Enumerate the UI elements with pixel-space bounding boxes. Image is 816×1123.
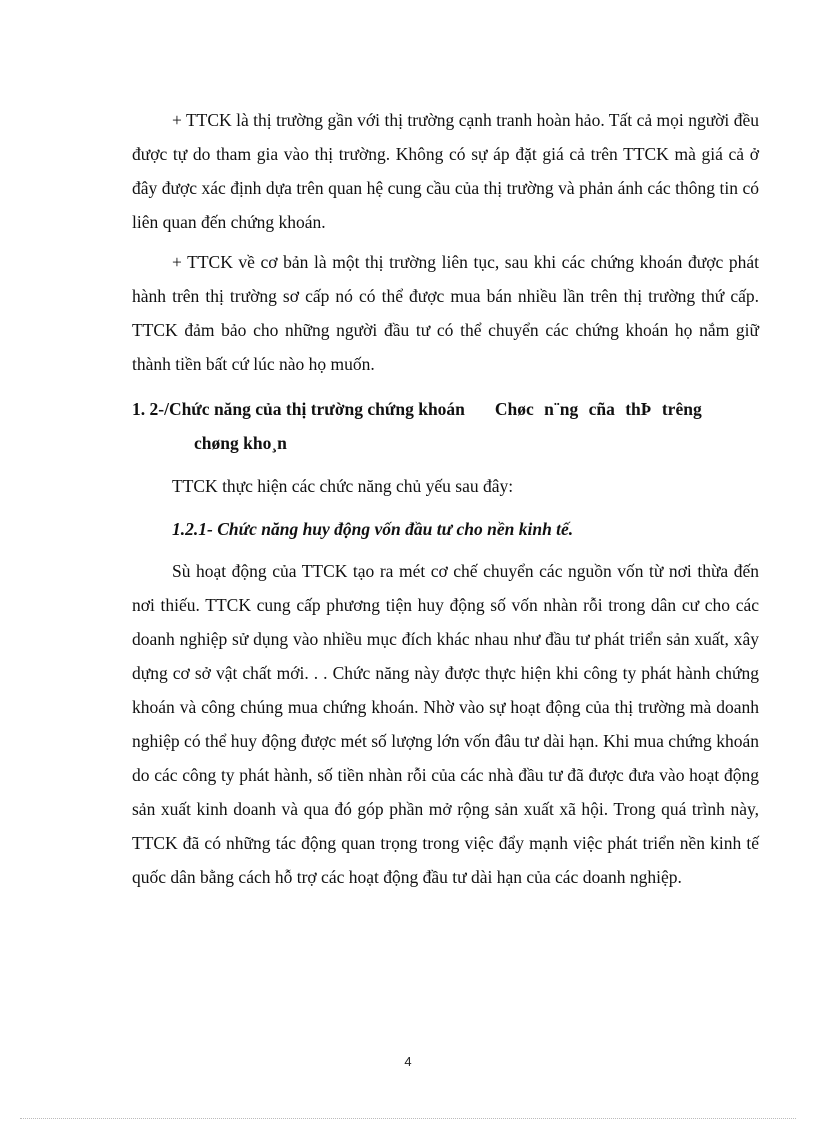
section-heading-title: 1. 2-/Chức năng của thị trường chứng khoán bbox=[132, 399, 465, 419]
paragraph-market-competition: + TTCK là thị trường gần với thị trường cạnh tranh hoàn hảo. Tất cả mọi người đều được tự do tham gia vào thị trường. Không có sự áp đặt giá cả trên TTCK mà giá cả ở đây được xác định dựa trên quan hệ cung cầu của thị trường và phản ánh các thông tin có liên quan đến chứng khoán. bbox=[132, 110, 759, 232]
page-bottom-divider bbox=[20, 1118, 796, 1119]
section-heading bbox=[132, 392, 759, 460]
paragraph-market-continuity: + TTCK về cơ bản là một thị trường liên tục, sau khi các chứng khoán được phát hành trên thị trường sơ cấp nó có thể được mua bán nhiều lần trên thị trường thứ cấp. TTCK đảm bảo cho những người đầu tư có thể chuyển các chứng khoán họ nắm giữ thành tiền bất cứ lúc nào họ muốn. bbox=[132, 252, 759, 374]
page-number: 4 bbox=[404, 1054, 412, 1069]
section-heading-garbled-part2: chøng kho¸n bbox=[194, 433, 287, 453]
subsection-heading: 1.2.1- Chức năng huy động vốn đầu tư cho nền kinh tế. bbox=[172, 519, 574, 539]
intro-line: TTCK thực hiện các chức năng chủ yếu sau đây: bbox=[172, 476, 514, 496]
section-heading-garbled-part1: Chøc n¨ng cña thÞ trêng bbox=[494, 399, 702, 419]
paragraph-capital-mobilization: Sù hoạt động của TTCK tạo ra mét cơ chế chuyển các nguồn vốn từ nơi thừa đến nơi thiếu. TTCK cung cấp phương tiện huy động số vốn nhàn rỗi trong dân cư cho các doanh nghiệp sử dụng vào nhiều mục đích khác nhau như đầu tư phát triển sản xuất, xây dựng cơ sở vật chất mới. . . Chức năng này được thực hiện khi công ty phát hành chứng khoán và công chúng mua chứng khoán. Nhờ vào sự hoạt động của thị trường mà doanh nghiệp có thể huy động được mét số lượng lớn vốn đâu tư dài hạn. Khi mua chứng khoán do các công ty phát hành, số tiền nhàn rỗi của các nhà đầu tư đã được đưa vào hoạt động sản xuất kinh doanh và qua đó góp phần mở rộng sản xuất xã hội. Trong quá trình này, TTCK đã có những tác động quan trọng trong việc đẩy mạnh việc phát triển nền kinh tế quốc dân bằng cách hỗ trợ các hoạt động đầu tư dài hạn của các doanh nghiệp. bbox=[132, 561, 759, 887]
